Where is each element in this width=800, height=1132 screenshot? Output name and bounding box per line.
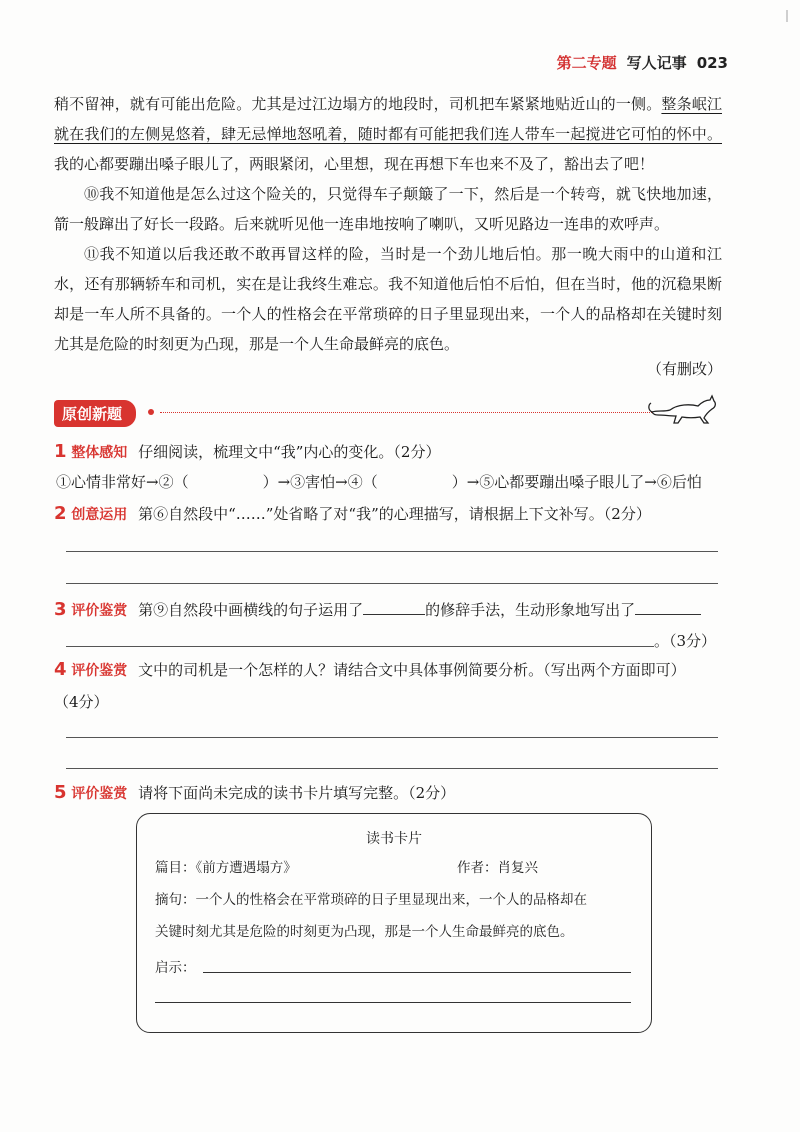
paragraph-11: ⑪我不知道以后我还敢不敢再冒这样的险，当时是一个劲儿地后怕。那一晚大雨中的山道和江水，还有那辆轿车和司机，实在是让我终生难忘。我不知道他后怕不后怕，但在当时，他的沉稳果断却是一车人所不具备的。一个人的性格会在平常琐碎的日子里显现出来，一个人的品格却在关键时刻尤其是危险的时刻更为凸现，那是一个人生命最鲜亮的底色。 bbox=[54, 245, 722, 353]
question-3 bbox=[54, 596, 701, 625]
card-insight-label: 启示： bbox=[155, 960, 196, 976]
q2-text: 第⑥自然段中“……”处省略了对“我”的心理描写，请根据上下文补写。（2分） bbox=[138, 505, 651, 523]
card-piece: 篇目：《前方遭遇塌方》 bbox=[155, 860, 297, 876]
q4-number: 4 bbox=[54, 659, 67, 680]
q5-tag: 评价鉴赏 bbox=[71, 786, 128, 802]
card-title: 读书卡片 bbox=[366, 831, 422, 847]
q4-text: 文中的司机是一个怎样的人？请结合文中具体事例简要分析。（写出两个方面即可） bbox=[138, 661, 686, 679]
q3-score: 。（3分） bbox=[654, 632, 717, 650]
q4-answer-line-2[interactable] bbox=[66, 768, 718, 769]
q5-number: 5 bbox=[54, 782, 67, 803]
p9-tail: 我的心都要蹦出嗓子眼儿了，两眼紧闭，心里想，现在再想下车也来不及了，豁出去了吧！ bbox=[54, 155, 655, 173]
card-author: 作者：肖复兴 bbox=[457, 860, 538, 876]
q2-answer-line-2[interactable] bbox=[66, 583, 718, 584]
section-dot bbox=[148, 409, 154, 415]
q2-answer-line-1[interactable] bbox=[66, 551, 718, 552]
q3-tag: 评价鉴赏 bbox=[71, 603, 128, 619]
q1-chain-a: ①心情非常好→②（ bbox=[56, 473, 189, 491]
reading-passage bbox=[54, 89, 722, 359]
paragraph-9-continued bbox=[54, 89, 722, 179]
page-number: 023 bbox=[696, 54, 728, 72]
question-1 bbox=[54, 438, 440, 467]
q4-answer-line-1[interactable] bbox=[66, 737, 718, 738]
section-banner bbox=[54, 398, 722, 428]
q3-blank-effect-start[interactable] bbox=[635, 596, 701, 615]
p9-lead: 稍不留神，就有可能出危险。尤其是过江边塌方的地段时，司机把车紧紧地贴近山的一侧。 bbox=[54, 95, 662, 113]
card-insight-line-2[interactable] bbox=[155, 1002, 631, 1003]
q3-text-a: 第⑨自然段中画横线的句子运用了 bbox=[138, 601, 364, 619]
section-title: 原创新题 bbox=[54, 400, 136, 427]
reading-card bbox=[136, 813, 652, 1033]
card-insight-line-1[interactable] bbox=[203, 972, 631, 973]
q3-blank-rhetoric[interactable] bbox=[363, 596, 425, 615]
q3-text-b: 的修辞手法，生动形象地写出了 bbox=[425, 601, 636, 619]
q1-text: 仔细阅读，梳理文中“我”内心的变化。（2分） bbox=[138, 443, 441, 461]
question-4 bbox=[54, 656, 686, 685]
question-5 bbox=[54, 779, 455, 808]
q3-answer-line[interactable] bbox=[66, 646, 654, 647]
q1-number: 1 bbox=[54, 441, 67, 462]
q5-text: 请将下面尚未完成的读书卡片填写完整。（2分） bbox=[138, 784, 456, 802]
q3-number: 3 bbox=[54, 599, 67, 620]
q1-tag: 整体感知 bbox=[71, 445, 128, 461]
page-header bbox=[557, 52, 728, 73]
card-excerpt-2: 关键时刻尤其是危险的时刻更为凸现，那是一个人生命最鲜亮的底色。 bbox=[155, 924, 574, 940]
q2-tag: 创意运用 bbox=[71, 507, 128, 523]
running-cat-icon bbox=[648, 390, 718, 426]
page-edge-mark bbox=[786, 10, 788, 22]
q2-number: 2 bbox=[54, 503, 67, 524]
edit-note: （有删改） bbox=[646, 360, 722, 378]
section-dotted-line bbox=[160, 412, 660, 413]
q4-tag: 评价鉴赏 bbox=[71, 663, 128, 679]
header-topic: 第二专题 bbox=[556, 54, 617, 72]
card-excerpt-1: 摘句：一个人的性格会在平常琐碎的日子里显现出来，一个人的品格却在 bbox=[155, 892, 587, 908]
q1-chain-b: ）→③害怕→④（ bbox=[262, 473, 378, 491]
q1-chain bbox=[56, 468, 702, 496]
question-2 bbox=[54, 500, 651, 529]
underlined-sentence: 整条岷江就在我们的左侧晃悠着，肆无忌惮地怒吼着，随时都有可能把我们连人带车一起搅进它可怕的怀中。 bbox=[54, 95, 722, 143]
q4-score: （4分） bbox=[54, 693, 109, 711]
header-subtitle: 写人记事 bbox=[626, 54, 687, 72]
paragraph-10: ⑩我不知道他是怎么过这个险关的，只觉得车子颠簸了一下，然后是一个转弯，就飞快地加速，箭一般蹿出了好长一段路。后来就听见他一连串地按响了喇叭，又听见路边一连串的欢呼声。 bbox=[54, 185, 722, 233]
q1-chain-c: ）→⑤心都要蹦出嗓子眼儿了→⑥后怕 bbox=[451, 473, 702, 491]
